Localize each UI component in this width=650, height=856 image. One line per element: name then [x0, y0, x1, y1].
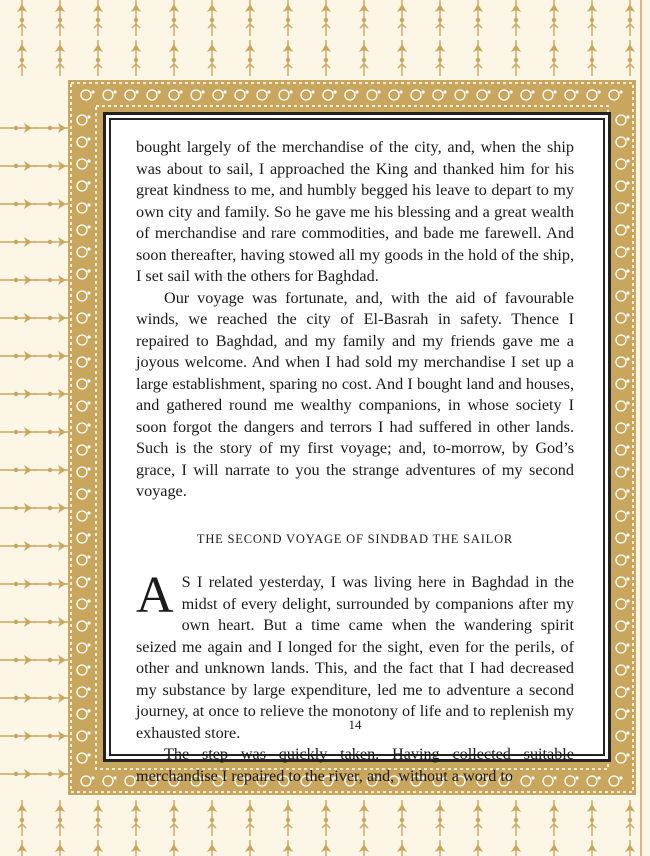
chapter-heading: THE SECOND VOYAGE OF SINDBAD THE SAILOR — [196, 531, 514, 546]
drop-cap: A — [136, 567, 174, 624]
paragraph-1: bought largely of the merchandise of the city, and, when the ship was about to sail, I approached the King and thanked him for his great kindness to me, and humbly begged his leave to depart to my own city and family. So he gave me his blessing and a great wealth of merchandise and rare commodities, and bade me farewell. And soon thereafter, having stowed all my goods in the hold of the ship, I set sail with the others for Baghdad. — [136, 138, 574, 285]
paragraph-3-text: S I related yesterday, I was living here in Baghdad in the midst of every delight, surrounded by companions after my own heart. But a time came when the wandering spirit seized me again and I longed for the sight, even for the perils, of other and unknown lands. This, and the fact that I had decreased my substance by large expenditure, led me to adventure a second journey, at once to relieve the monotony of life and to replenish my exhausted store. — [136, 573, 574, 742]
page-number: 14 — [348, 717, 362, 732]
paragraph-4: The step was quickly taken. Having collected suitable merchandise I repaired to the river, and, without a word to — [136, 745, 574, 785]
paragraph-2: Our voyage was fortunate, and, with the aid of favourable winds, we reached the city of El-Basrah in safety. Thence I repaired to Baghdad, and my family and my friends gave me a joyous welcome. And when I had sold my merchandise I set up a large establishment, sparing no cost. And I bought land and houses, and gathered round me wealthy companions, in whose society I soon forgot the dangers and terrors I had suffered in other lands. Such is the story of my first voyage; and, to-morrow, by God’s grace, I will narrate to you the strange adventures of my second voyage. — [136, 288, 574, 500]
page-text — [136, 137, 574, 785]
